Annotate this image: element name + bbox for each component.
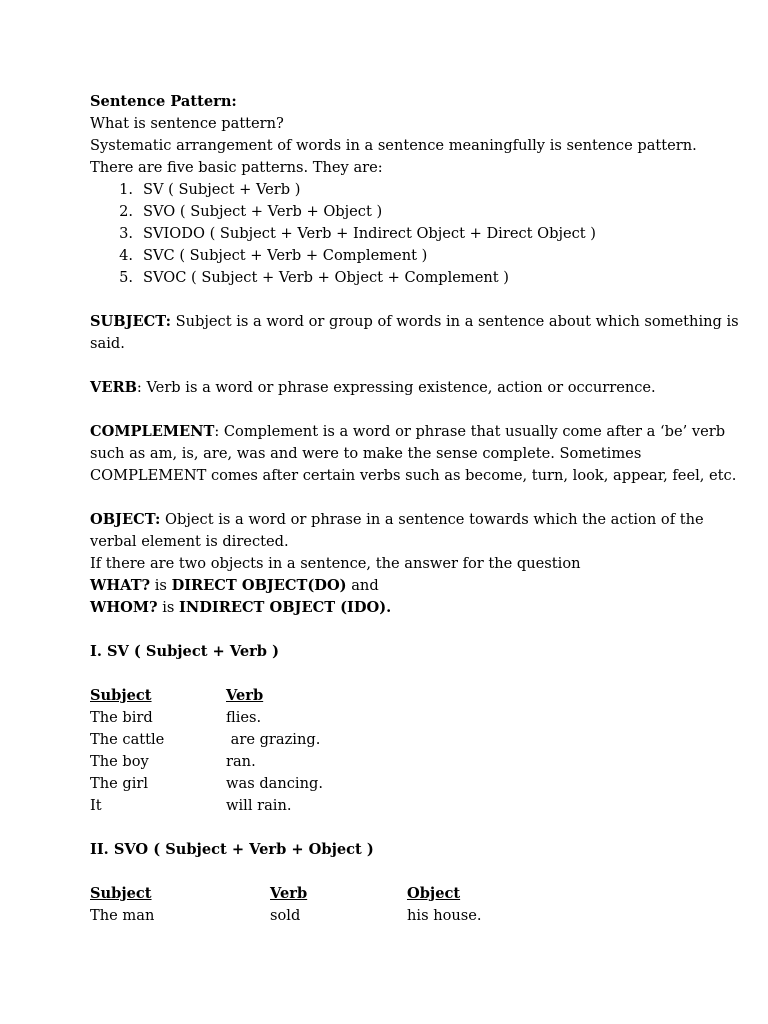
- verb-definition: [90, 377, 690, 399]
- column-header-subject: Subject: [90, 687, 152, 704]
- table-row: [90, 773, 690, 795]
- subject-cell: The cattle: [90, 731, 165, 748]
- verb-cell: are grazing.: [226, 731, 321, 748]
- complement-term: COMPLEMENT: [90, 423, 215, 440]
- subject-definition: [90, 311, 739, 355]
- list-text: SVIODO ( Subject + Verb + Indirect Object + Direct Object ): [143, 225, 596, 242]
- intro-line: There are five basic patterns. They are:: [90, 159, 383, 176]
- document-body: [90, 91, 739, 927]
- list-number: 1.: [119, 181, 133, 198]
- subject-text: Subject is a word or group of words in a sentence about which something is: [170, 313, 739, 330]
- verb-cell: ran.: [226, 753, 256, 770]
- verb-text: : Verb is a word or phrase expressing existence, action or occurrence.: [136, 379, 656, 396]
- indirect-object-line: WHOM? is INDIRECT OBJECT (IDO).: [90, 599, 392, 616]
- list-number: 2.: [119, 203, 133, 220]
- subject-cell: It: [90, 797, 102, 814]
- table-row: [90, 795, 690, 817]
- column-header-verb: Verb: [270, 885, 308, 902]
- list-item: [90, 245, 690, 267]
- subject-cell: The girl: [90, 775, 149, 792]
- table-row: [90, 707, 690, 729]
- list-text: SVO ( Subject + Verb + Object ): [143, 203, 383, 220]
- list-item: [90, 223, 690, 245]
- list-number: 4.: [119, 247, 133, 264]
- column-header-subject: Subject: [90, 885, 152, 902]
- list-text: SVOC ( Subject + Verb + Object + Complement ): [143, 269, 510, 286]
- subject-cell: The boy: [90, 753, 149, 770]
- section-title-sv: I. SV ( Subject + Verb ): [90, 643, 279, 660]
- verb-cell: flies.: [226, 709, 262, 726]
- page-title: Sentence Pattern:: [90, 93, 237, 110]
- object-text-cont: If there are two objects in a sentence, the answer for the question: [90, 555, 581, 572]
- direct-object-line: WHAT? is DIRECT OBJECT(DO) and: [90, 577, 379, 594]
- verb-cell: will rain.: [226, 797, 292, 814]
- list-number: 5.: [119, 269, 133, 286]
- complement-definition: [90, 421, 737, 487]
- column-header-object: Object: [407, 885, 461, 902]
- object-term: OBJECT:: [90, 511, 161, 528]
- table-row: [90, 729, 690, 751]
- object-definition: [90, 509, 704, 619]
- svo-example-table: [90, 883, 690, 927]
- list-item: [90, 267, 690, 289]
- table-row: [90, 905, 690, 927]
- column-header-verb: Verb: [226, 687, 264, 704]
- definition-line: Systematic arrangement of words in a sentence meaningfully is sentence pattern.: [90, 137, 697, 154]
- list-text: SVC ( Subject + Verb + Complement ): [143, 247, 428, 264]
- object-text-cont: verbal element is directed.: [90, 533, 289, 550]
- list-text: SV ( Subject + Verb ): [143, 181, 301, 198]
- verb-cell: sold: [270, 907, 301, 924]
- complement-text-cont: COMPLEMENT comes after certain verbs such as become, turn, look, appear, feel, etc.: [90, 467, 737, 484]
- table-header-row: [90, 685, 690, 707]
- complement-text: : Complement is a word or phrase that usually come after a ‘be’ verb: [214, 423, 726, 440]
- verb-term: VERB: [90, 379, 137, 396]
- complement-text-cont: such as am, is, are, was and were to make the sense complete. Sometimes: [90, 445, 642, 462]
- table-header-row: [90, 883, 690, 905]
- subject-cell: The bird: [90, 709, 153, 726]
- subject-term: SUBJECT:: [90, 313, 171, 330]
- pattern-list: [90, 179, 690, 289]
- list-number: 3.: [119, 225, 133, 242]
- sv-example-table: [90, 685, 690, 817]
- subject-cell: The man: [90, 907, 155, 924]
- table-row: [90, 751, 690, 773]
- list-item: [90, 179, 690, 201]
- object-cell: his house.: [407, 907, 482, 924]
- list-item: [90, 201, 690, 223]
- section-title-svo: II. SVO ( Subject + Verb + Object ): [90, 841, 374, 858]
- object-text: Object is a word or phrase in a sentence towards which the action of the: [160, 511, 704, 528]
- subject-text-cont: said.: [90, 335, 125, 352]
- verb-cell: was dancing.: [226, 775, 323, 792]
- question-line: What is sentence pattern?: [90, 115, 284, 132]
